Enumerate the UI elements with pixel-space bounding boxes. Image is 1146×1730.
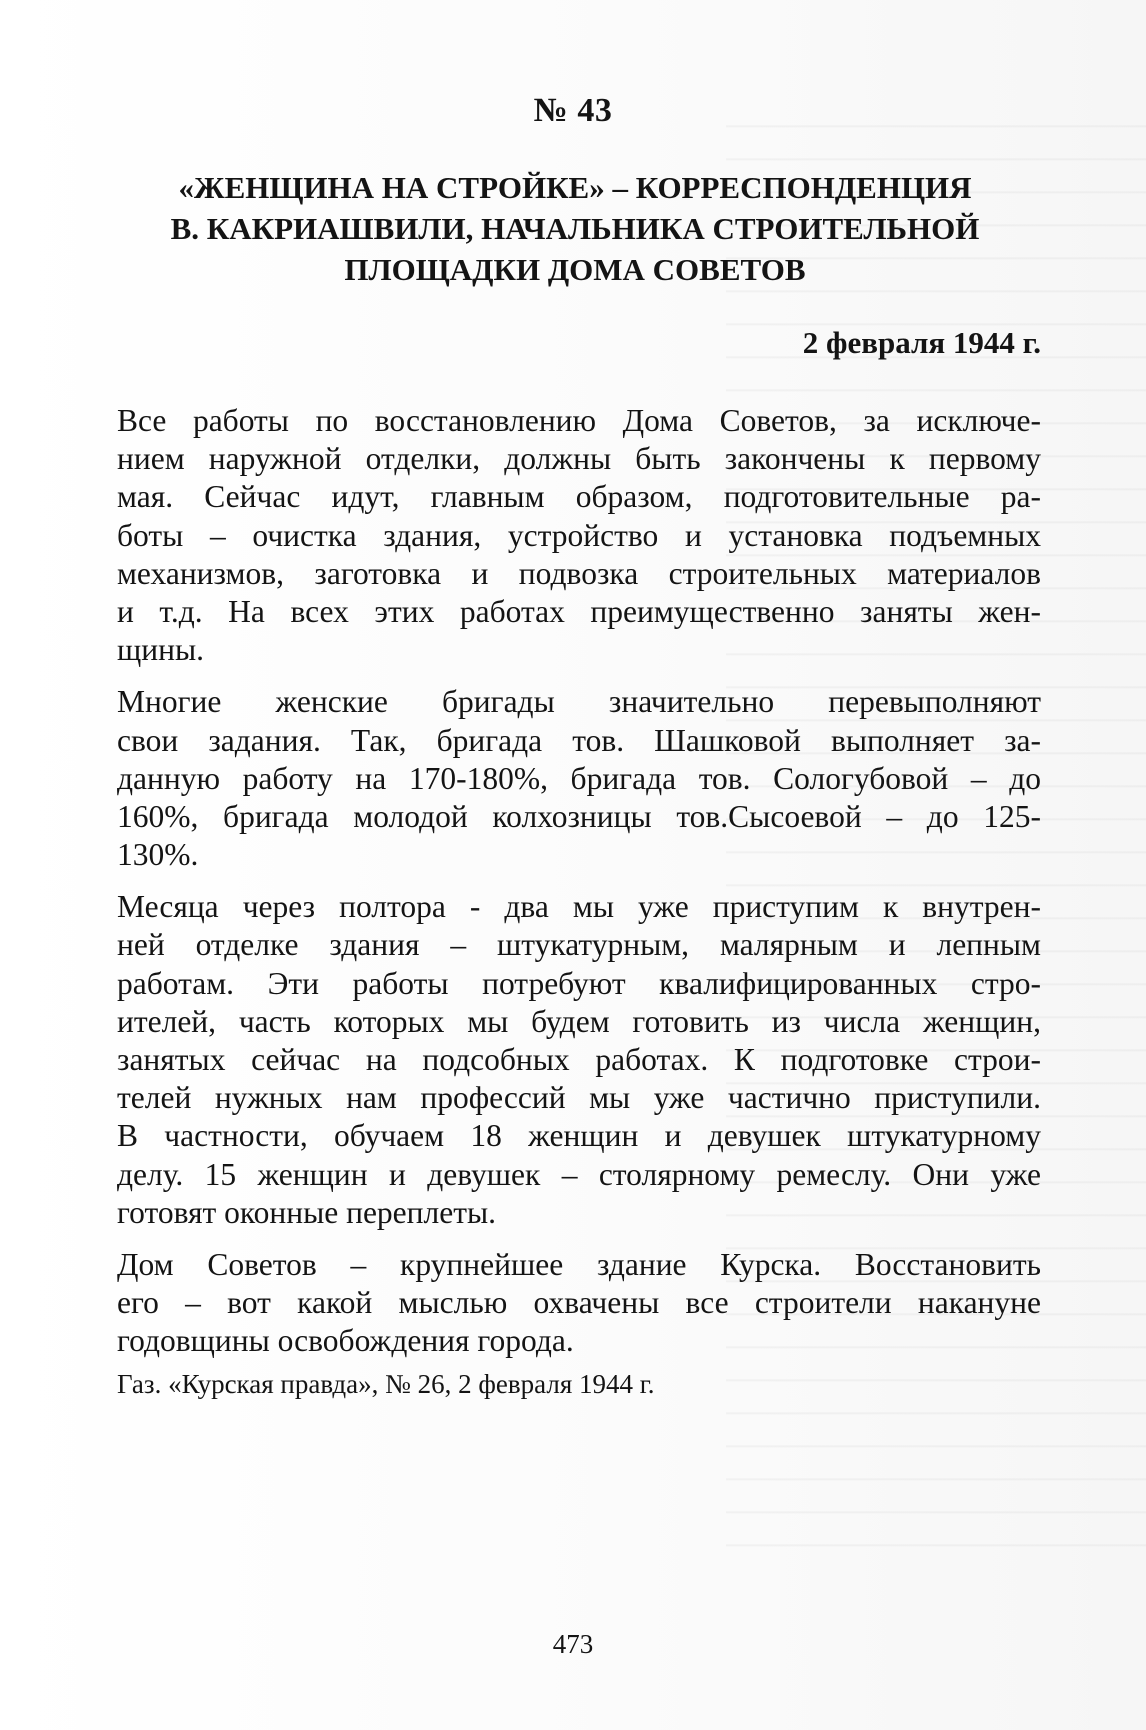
- text-line: годовщины освобождения города.: [117, 1323, 574, 1359]
- paragraph-4: [117, 1246, 1041, 1361]
- text-line: Многие женские бригады значительно перевыполняют: [117, 684, 1041, 720]
- title-line: «ЖЕНЩИНА НА СТРОЙКЕ» – КОРРЕСПОНДЕНЦИЯ: [178, 170, 972, 205]
- text-line: ней отделке здания – штукатурным, малярным и лепным: [117, 927, 1041, 963]
- title-line: В. КАКРИАШВИЛИ, НАЧАЛЬНИКА СТРОИТЕЛЬНОЙ: [170, 211, 980, 246]
- paragraph-1: [117, 402, 1041, 669]
- text-line: мая. Сейчас идут, главным образом, подготовительные ра-: [117, 479, 1041, 515]
- text-line: щины.: [117, 632, 205, 668]
- text-line: и т.д. На всех этих работах преимущественно заняты жен-: [117, 593, 1041, 629]
- text-line: 130%.: [117, 837, 199, 873]
- text-line: свои задания. Так, бригада тов. Шашковой выполняет за-: [117, 722, 1041, 758]
- text-line: нием наружной отделки, должны быть закончены к первому: [117, 441, 1041, 477]
- text-line: данную работу на 170-180%, бригада тов. Сологубовой – до: [117, 760, 1041, 796]
- text-line: Все работы по восстановлению Дома Советов, за исключе-: [117, 403, 1041, 438]
- document-date: 2 февраля 1944 г.: [802, 325, 1041, 360]
- document-body: [117, 402, 1041, 1375]
- text-line: работам. Эти работы потребуют квалифицированных стро-: [117, 965, 1041, 1001]
- text-line: механизмов, заготовка и подвозка строительных материалов: [117, 555, 1041, 591]
- text-line: готовят оконные переплеты.: [117, 1194, 497, 1230]
- text-line: Месяца через полтора - два мы уже приступим к внутрен-: [117, 889, 1041, 925]
- text-line: делу. 15 женщин и девушек – столярному ремеслу. Они уже: [117, 1156, 1041, 1192]
- paragraph-3: [117, 888, 1041, 1232]
- text-line: боты – очистка здания, устройство и установка подъемных: [117, 517, 1041, 553]
- paragraph-2: [117, 683, 1041, 874]
- document-title: [110, 167, 1040, 290]
- text-line: занятых сейчас на подсобных работах. К подготовке строи-: [117, 1042, 1041, 1077]
- text-line: его – вот какой мыслью охвачены все строители накануне: [117, 1285, 1041, 1321]
- page-number: 473: [552, 1629, 594, 1659]
- text-line: 160%, бригада молодой колхозницы тов.Сысоевой – до 125-: [117, 798, 1041, 834]
- text-line: ителей, часть которых мы будем готовить из числа женщин,: [117, 1003, 1041, 1039]
- text-line: Дом Советов – крупнейшее здание Курска. Восстановить: [117, 1246, 1041, 1282]
- title-line: ПЛОЩАДКИ ДОМА СОВЕТОВ: [344, 252, 806, 287]
- document-number: № 43: [533, 92, 613, 129]
- text-line: телей нужных нам профессий мы уже частично приступили.: [117, 1080, 1041, 1116]
- source-citation: Газ. «Курская правда», № 26, 2 февраля 1944 г.: [117, 1369, 655, 1399]
- text-line: В частности, обучаем 18 женщин и девушек штукатурному: [117, 1118, 1041, 1154]
